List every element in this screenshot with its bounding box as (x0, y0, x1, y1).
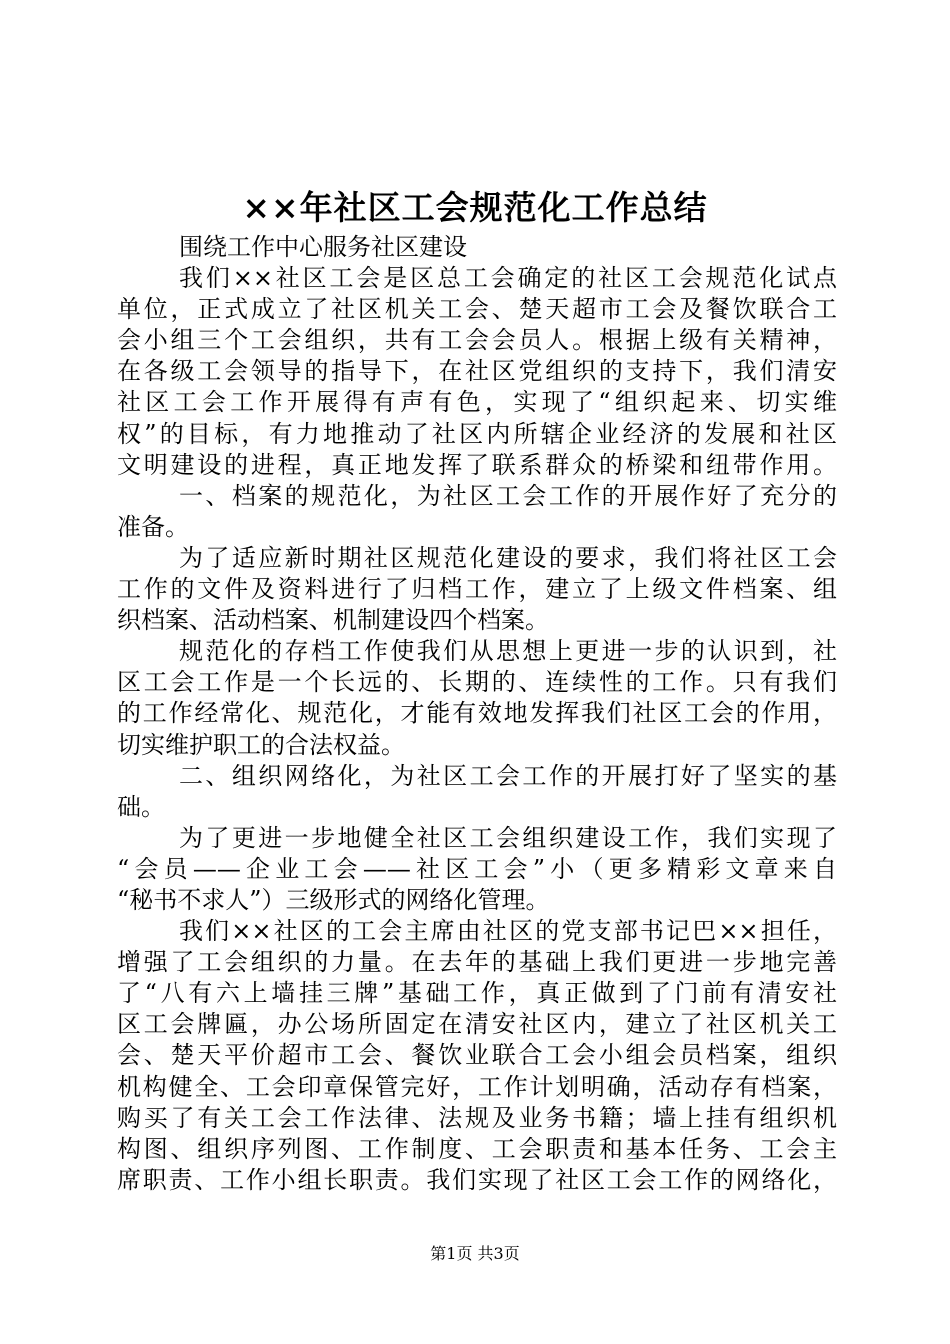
body-line: 规范化的存档工作使我们从思想上更进一步的认识到，社 (179, 637, 837, 666)
body-line: 一、档案的规范化，为社区工会工作的开展作好了充分的 (179, 481, 837, 510)
body-line: 我们××社区工会是区总工会确定的社区工会规范化试点 (179, 264, 837, 293)
body-line: 围绕工作中心服务社区建设 (179, 233, 467, 261)
body-line: 购买了有关工会工作法律、法规及业务书籍；墙上挂有组织机 (117, 1103, 837, 1132)
body-line: 席职责、工作小组长职责。我们实现了社区工会工作的网络化， (117, 1165, 837, 1194)
body-line: 工作的文件及资料进行了归档工作，建立了上级文件档案、组 (117, 575, 837, 604)
body-line: 准备。 (117, 512, 189, 541)
body-line: 会小组三个工会组织，共有工会会员人。根据上级有关精神， (117, 326, 837, 355)
body-line: 在各级工会领导的指导下，在社区党组织的支持下，我们清安 (117, 357, 837, 386)
body-line: 了“八有六上墙挂三牌”基础工作，真正做到了门前有清安社 (117, 979, 837, 1008)
body-line: 为了适应新时期社区规范化建设的要求，我们将社区工会 (179, 543, 837, 572)
body-line: 织档案、活动档案、机制建设四个档案。 (117, 606, 549, 635)
body-line: 区工会牌匾，办公场所固定在清安社区内，建立了社区机关工 (117, 1010, 837, 1039)
body-line: “秘书不求人”）三级形式的网络化管理。 (117, 885, 550, 914)
body-line: “会员——企业工会——社区工会”小（更多精彩文章来自 (117, 854, 837, 883)
body-line: 会、楚天平价超市工会、餐饮业联合工会小组会员档案，组织 (117, 1041, 837, 1070)
body-line: 础。 (117, 792, 165, 821)
body-line: 为了更进一步地健全社区工会组织建设工作，我们实现了 (179, 823, 837, 852)
body-line: 社区工会工作开展得有声有色，实现了“组织起来、切实维 (117, 388, 837, 417)
body-line: 切实维护职工的合法权益。 (117, 730, 405, 759)
body-line: 的工作经常化、规范化，才能有效地发挥我们社区工会的作用， (117, 699, 837, 728)
body-line: 单位，正式成立了社区机关工会、楚天超市工会及餐饮联合工 (117, 295, 837, 324)
body-line: 二、组织网络化，为社区工会工作的开展打好了坚实的基 (179, 761, 837, 790)
body-line: 我们××社区的工会主席由社区的党支部书记巴××担任， (179, 917, 837, 946)
body-line: 增强了工会组织的力量。在去年的基础上我们更进一步地完善 (117, 948, 837, 977)
body-line: 区工会工作是一个长远的、长期的、连续性的工作。只有我们 (117, 668, 837, 697)
body-line: 构图、组织序列图、工作制度、工会职责和基本任务、工会主 (117, 1134, 837, 1163)
page-footer: 第1页 共3页 (430, 1244, 520, 1263)
body-line: 机构健全、工会印章保管完好，工作计划明确，活动存有档案， (117, 1072, 837, 1101)
body-line: 权”的目标，有力地推动了社区内所辖企业经济的发展和社区 (117, 419, 837, 448)
body-line: 文明建设的进程，真正地发挥了联系群众的桥梁和纽带作用。 (117, 450, 837, 479)
document-body (117, 232, 837, 1196)
document-title: ××年社区工会规范化工作总结 (242, 188, 708, 227)
